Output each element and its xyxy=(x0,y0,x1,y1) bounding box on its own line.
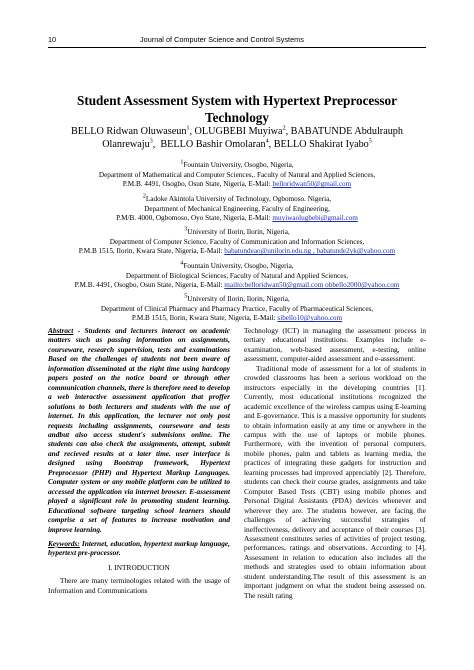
affiliation-line: Fountain University, Osogbo, Nigeria, xyxy=(183,262,294,270)
affiliation-line: P.M.B 1515, Ilorin, Kwara State, Nigeria, E-Mail: xyxy=(131,314,278,323)
body-paragraph: Technology (ICT) in managing the assessment process in tertiary educational institutions. Examples include e-examination, web-based assessment, e-testing, online assessment, computer-aided assessment and e-assessment. xyxy=(244,326,426,364)
author-name: BELLO Shakirat Iyabo xyxy=(273,138,369,150)
affiliation-superscript: 3 xyxy=(184,226,188,233)
affiliation-line: Department of Biological Sciences, Faculty of Natural and Applied Sciences, xyxy=(125,271,349,280)
author-name: BELLO Ridwan Oluwaseun xyxy=(71,126,187,137)
affiliation-line: P.M.B. 4491, Osogbo, Osun State, Nigeria, E-Mail: xyxy=(74,281,225,290)
author-list: BELLO Ridwan Oluwaseun$^1$, OLUGBEBI Muyiwa$^2$, BABATUNDE Abdulrauph Olanrewaju$^3$, BELLO Bashir Omolaran$^4$, BELLO Shakirat Iyabo$^5$ xyxy=(71,125,403,150)
affiliation-superscript: 5 xyxy=(184,293,188,300)
body-paragraph: Traditional mode of assessment for a lot of students in crowded classrooms has been a serious workload on the instructors especially in the developing countries [1]. Currently, most educational institutions recognized the academic excellence of the wireless campus using E-learning and E-governance. This is a massive opportunity for students to obtain information easily at any time or anywhere in the campus with the use of laptops or mobile phones. Furthermore, with the invention of personal computers, mobile phones, palm and tablets as learning media, the practices of integrating these gadgets for instruction and learning processes had improved appreciably [2]. Therefore, students can check their course grades, assignments and take Computer Based Tests (CBT) using mobile phones and Personal Digital Assistants (PDA) devices whenever and wherever they are. The students however, are facing the challenges of achieving successful strategies of ineffectiveness, delivery and acceptance of their courses [3]. Assessment constitutes series of activities of project testing, performances, ratings and observations. According to [4], Assessment in relation to education also includes all the methods and strategies used to obtain information about student understanding.The result of this assessment is an important judgment on what the student being assessed on. The result rating xyxy=(244,363,426,600)
affiliation-line: University of Ilorin, Ilorin, Nigeria, xyxy=(187,295,290,303)
affiliation-line: Ladoke Akintola University of Technology, Ogbomoso. Nigeria, xyxy=(145,195,332,203)
affiliation-superscript: 2 xyxy=(142,193,146,200)
author-superscript: 5 xyxy=(368,138,372,145)
affiliation-line: P.M.B. 4491, Osogbo, Osun State, Nigeria, E-Mail: xyxy=(122,180,273,189)
author-superscript: 3 xyxy=(149,138,153,145)
affiliation-line: University of Ilorin, Ilorin, Nigeria, xyxy=(187,228,290,236)
affiliation-superscript: 4 xyxy=(180,260,184,267)
affiliation-line: P.M/B. 4000, Ogbomoso, Oyo State, Nigeria, E-Mail: xyxy=(116,214,273,223)
affiliation-4 xyxy=(48,262,426,291)
right-column xyxy=(244,326,426,600)
affiliation-line: Fountain University, Osogbo, Nigeria, xyxy=(183,161,294,169)
abstract-text: Students and lecturers interact on academic matters such as passing information on assignments, courseware, research supervision, tests and examinations Based on the challenges of students not been aware of information disseminated at the right time using hardcopy papers posted on the notice board or through other communication channels, there is therefore need to develop a web interactive assessment application that proffer solutions to both lecturers and students with the use of internet. In this application, the lecturer not only post requests including assignments, courseware and tests andbut also access student's submisions online. The students can also check the assignments, attempt, submit and recieved results at a later time. user interface is designed using Bootstrap framework, Hypertext Preprocessor (PHP) and Hypertext Markup Languages. Computer system or any mobile platform can be utilized to accessed the application via internet browser. E-assessment played a significant role in promoting student learning. Educational software targeting school learners should comprise a set of features to increase motivation and improve learning. xyxy=(48,326,230,534)
affiliation-line: Department of Computer Science, Faculty of Communication and Information Sciences, xyxy=(109,237,365,246)
abstract-label: Abstract xyxy=(48,326,74,335)
author-superscript: 1 xyxy=(186,125,190,132)
author-superscript: 4 xyxy=(265,138,269,145)
email-link[interactable]: muyiwaolugbebi@gmail.com xyxy=(272,214,358,223)
email-link[interactable]: babatundeao@unilorin.edu.ng , babatunde2yk@yahoo.com xyxy=(224,247,396,256)
author-name: OLUGBEBI Muyiwa xyxy=(194,126,283,137)
running-header xyxy=(48,35,426,47)
affiliation-superscript: 1 xyxy=(180,159,184,166)
affiliation-line: P.M.B 1515, Ilorin, Kwara State, Nigeria, E-Mail: xyxy=(78,247,225,256)
affiliation-3 xyxy=(48,228,426,257)
author-name: BABATUNDE Abdulrauph Olanrewaju xyxy=(102,126,403,150)
affiliation-1 xyxy=(48,161,426,190)
abstract xyxy=(48,326,230,534)
intro-paragraph: There are many terminologies related with the usage of Information and Communications xyxy=(48,576,230,595)
keywords-text: Internet, education, hypertext markup language, hypertext pre-processor. xyxy=(48,538,230,558)
affiliation-2 xyxy=(48,195,426,224)
email-link[interactable]: sibello10@yahoo.com xyxy=(277,314,343,323)
keywords xyxy=(48,539,230,558)
left-column xyxy=(48,326,230,595)
affiliation-line: Department of Mechanical Engineering, Faculty of Engineering, xyxy=(144,204,330,213)
section-heading: I. INTRODUCTION xyxy=(108,562,170,572)
affiliation-line: Department of Clinical Pharmacy and Pharmacy Practice, Faculty of Pharmaceutical Sciences, xyxy=(100,304,374,313)
author-name: BELLO Bashir Omolaran xyxy=(160,138,266,150)
author-superscript: 2 xyxy=(282,125,286,132)
keywords-label: Keywords: xyxy=(48,538,80,548)
email-link[interactable]: mailto:belloridwan50@gmail.com obbello2000@yahoo.com xyxy=(224,281,400,290)
affiliation-line: Department of Mathematical and Computer Sciences,. Faculty of Natural and Applied Sciences, xyxy=(98,170,376,179)
paper-title: Student Assessment System with Hypertext Preprocessor Technology xyxy=(76,93,397,125)
abstract-dash: - xyxy=(73,326,85,335)
affiliation-5 xyxy=(48,295,426,324)
journal-name: Journal of Computer Science and Control Systems xyxy=(140,35,304,44)
page-number: 10 xyxy=(48,35,57,44)
header-rule xyxy=(48,47,426,48)
email-link[interactable]: belloridwan50@gmail.com xyxy=(272,180,352,189)
